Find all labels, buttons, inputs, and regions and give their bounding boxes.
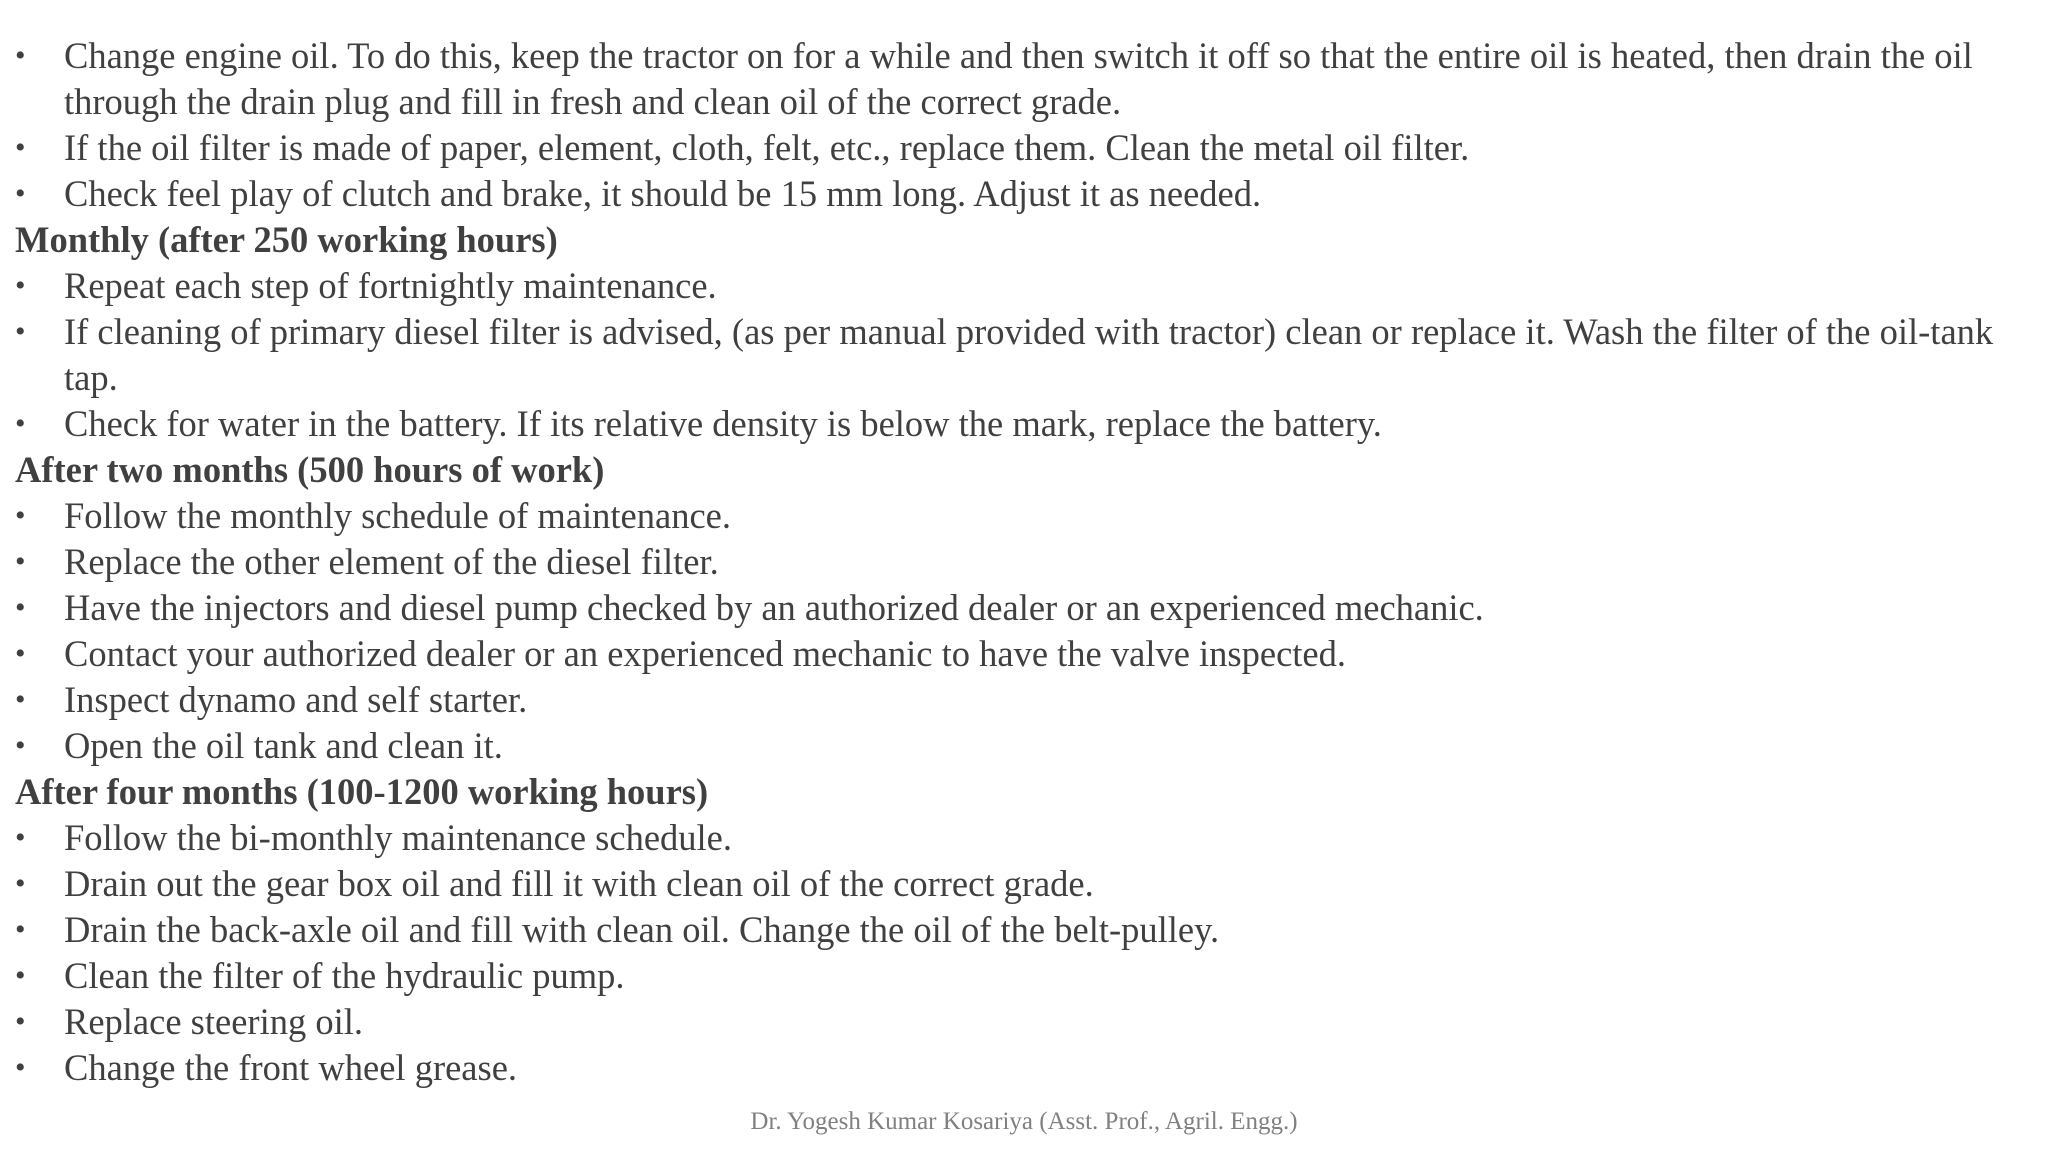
list-item-text: Change the front wheel grease.	[64, 1047, 518, 1088]
list-item	[15, 171, 2040, 217]
bullet-icon: •	[15, 407, 26, 440]
bullet-icon: •	[15, 131, 26, 164]
list-item	[15, 585, 2040, 631]
list-item	[15, 723, 2040, 769]
list-item	[15, 1045, 2040, 1091]
list-item-text: Check for water in the battery. If its relative density is below the mark, replace the battery.	[64, 403, 1382, 444]
list-item-text: Contact your authorized dealer or an experienced mechanic to have the valve inspected.	[64, 633, 1346, 674]
list-item-text: Drain the back-axle oil and fill with clean oil. Change the oil of the belt-pulley.	[64, 909, 1220, 950]
list-item-text: Change engine oil. To do this, keep the tractor on for a while and then switch it off so that the entire oil is heated, then drain the oil through the drain plug and fill in fresh and clean oil of the correct grade.	[64, 35, 1973, 122]
list-item	[15, 125, 2040, 171]
section-heading-four-months: After four months (100-1200 working hours)	[15, 771, 709, 812]
bullet-icon: •	[15, 269, 26, 302]
list-item	[15, 907, 2040, 953]
list-item-text: Replace the other element of the diesel filter.	[64, 541, 719, 582]
bullet-icon: •	[15, 821, 26, 854]
list-item	[15, 539, 2040, 585]
list-item-text: Replace steering oil.	[64, 1001, 363, 1042]
bullet-icon: •	[15, 1005, 26, 1038]
list-item-text: Clean the filter of the hydraulic pump.	[64, 955, 625, 996]
list-item	[15, 631, 2040, 677]
bullet-icon: •	[15, 177, 26, 210]
bullet-icon: •	[15, 1051, 26, 1084]
list-item-text: If cleaning of primary diesel filter is advised, (as per manual provided with tractor) clean or replace it. Wash the filter of the oil-tank tap.	[64, 311, 1994, 398]
bullet-icon: •	[15, 729, 26, 762]
list-item-text: Check feel play of clutch and brake, it should be 15 mm long. Adjust it as needed.	[64, 173, 1262, 214]
list-item-text: Have the injectors and diesel pump checked by an authorized dealer or an experienced mechanic.	[64, 587, 1484, 628]
bullet-icon: •	[15, 913, 26, 946]
section-heading-two-months: After two months (500 hours of work)	[15, 449, 605, 490]
bullet-icon: •	[15, 315, 26, 348]
list-item-text: If the oil filter is made of paper, element, cloth, felt, etc., replace them. Clean the metal oil filter.	[64, 127, 1470, 168]
bullet-icon: •	[15, 637, 26, 670]
list-item	[15, 33, 2040, 125]
list-item-text: Repeat each step of fortnightly maintenance.	[64, 265, 717, 306]
list-item	[15, 309, 2040, 401]
list-item	[15, 401, 2040, 447]
list-item	[15, 815, 2040, 861]
list-item-text: Inspect dynamo and self starter.	[64, 679, 528, 720]
list-item	[15, 999, 2040, 1045]
list-item-text: Follow the bi-monthly maintenance schedule.	[64, 817, 732, 858]
slide-footer: Dr. Yogesh Kumar Kosariya (Asst. Prof., Agril. Engg.)	[750, 1108, 1298, 1135]
list-item-text: Open the oil tank and clean it.	[64, 725, 503, 766]
bullet-icon: •	[15, 959, 26, 992]
list-item	[15, 263, 2040, 309]
list-item-text: Follow the monthly schedule of maintenance.	[64, 495, 731, 536]
list-item	[15, 861, 2040, 907]
bullet-icon: •	[15, 683, 26, 716]
list-item	[15, 677, 2040, 723]
section-heading-monthly: Monthly (after 250 working hours)	[15, 219, 558, 260]
bullet-icon: •	[15, 39, 26, 72]
bullet-icon: •	[15, 867, 26, 900]
bullet-icon: •	[15, 499, 26, 532]
bullet-icon: •	[15, 545, 26, 578]
list-item	[15, 493, 2040, 539]
list-item	[15, 953, 2040, 999]
slide-content	[15, 33, 2040, 1091]
list-item-text: Drain out the gear box oil and fill it with clean oil of the correct grade.	[64, 863, 1094, 904]
bullet-icon: •	[15, 591, 26, 624]
